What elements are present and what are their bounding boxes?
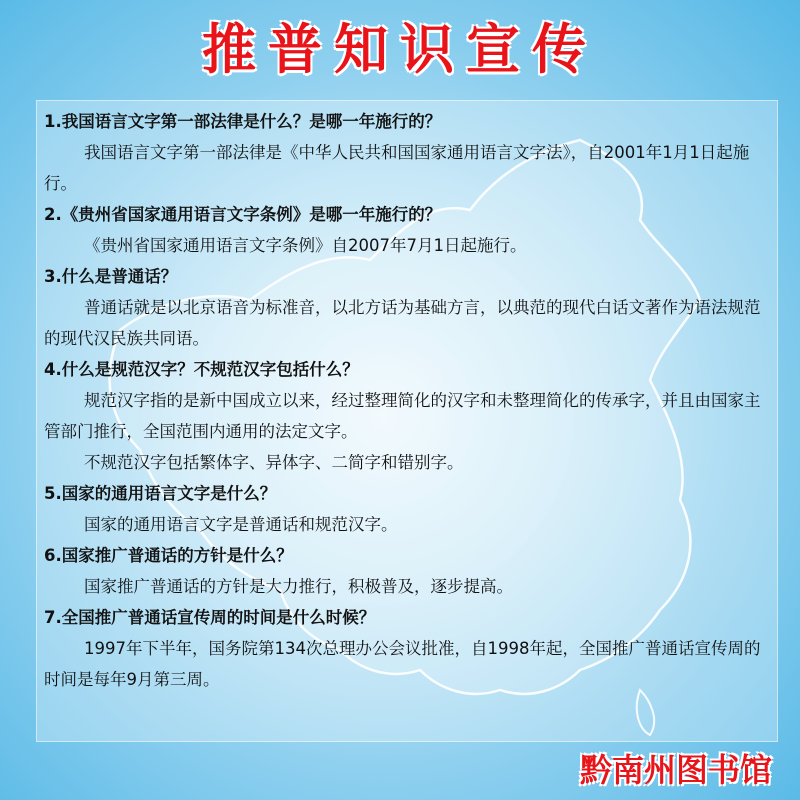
answer: 国家推广普通话的方针是大力推行，积极普及，逐步提高。: [84, 577, 513, 596]
question: 1.我国语言文字第一部法律是什么？是哪一年施行的？: [44, 112, 442, 131]
answer: 不规范汉字包括繁体字、异体字、二简字和错别字。: [84, 453, 464, 472]
answer: 1997年下半年，国务院第134次总理办公会议批准，自1998年起，全国推广普通话宣传周的时间是每年9月第三周。: [44, 639, 761, 689]
question: 4.什么是规范汉字？不规范汉字包括什么？: [44, 360, 359, 379]
question: 2.《贵州省国家通用语言文字条例》是哪一年施行的？: [44, 205, 442, 224]
qa-item-7: [44, 602, 772, 695]
qa-item-2: [44, 199, 772, 261]
answer: 普通话就是以北京语音为标准音，以北方话为基础方言，以典范的现代白话文著作为语法规范的现代汉民族共同语。: [44, 298, 761, 348]
qa-item-4: [44, 354, 772, 478]
answer: 国家的通用语言文字是普通话和规范汉字。: [84, 515, 398, 534]
qa-item-1: [44, 106, 772, 199]
answer: 我国语言文字第一部法律是《中华人民共和国国家通用语言文字法》，自2001年1月1日起施行。: [44, 143, 750, 193]
qa-item-3: [44, 261, 772, 354]
qa-item-6: [44, 540, 772, 602]
question: 5.国家的通用语言文字是什么？: [44, 484, 277, 503]
qa-list: [44, 106, 772, 695]
answer: 规范汉字指的是新中国成立以来，经过整理简化的汉字和未整理简化的传承字，并且由国家主管部门推行，全国范围内通用的法定文字。: [44, 391, 761, 441]
question: 6.国家推广普通话的方针是什么？: [44, 546, 293, 565]
footer-library-name: 黔南州图书馆: [579, 751, 772, 789]
answer: 《贵州省国家通用语言文字条例》自2007年7月1日起施行。: [84, 236, 527, 255]
question: 3.什么是普通话？: [44, 267, 178, 286]
page-title: 推普知识宣传: [202, 18, 598, 81]
question: 7.全国推广普通话宣传周的时间是什么时候？: [44, 608, 376, 627]
qa-item-5: [44, 478, 772, 540]
